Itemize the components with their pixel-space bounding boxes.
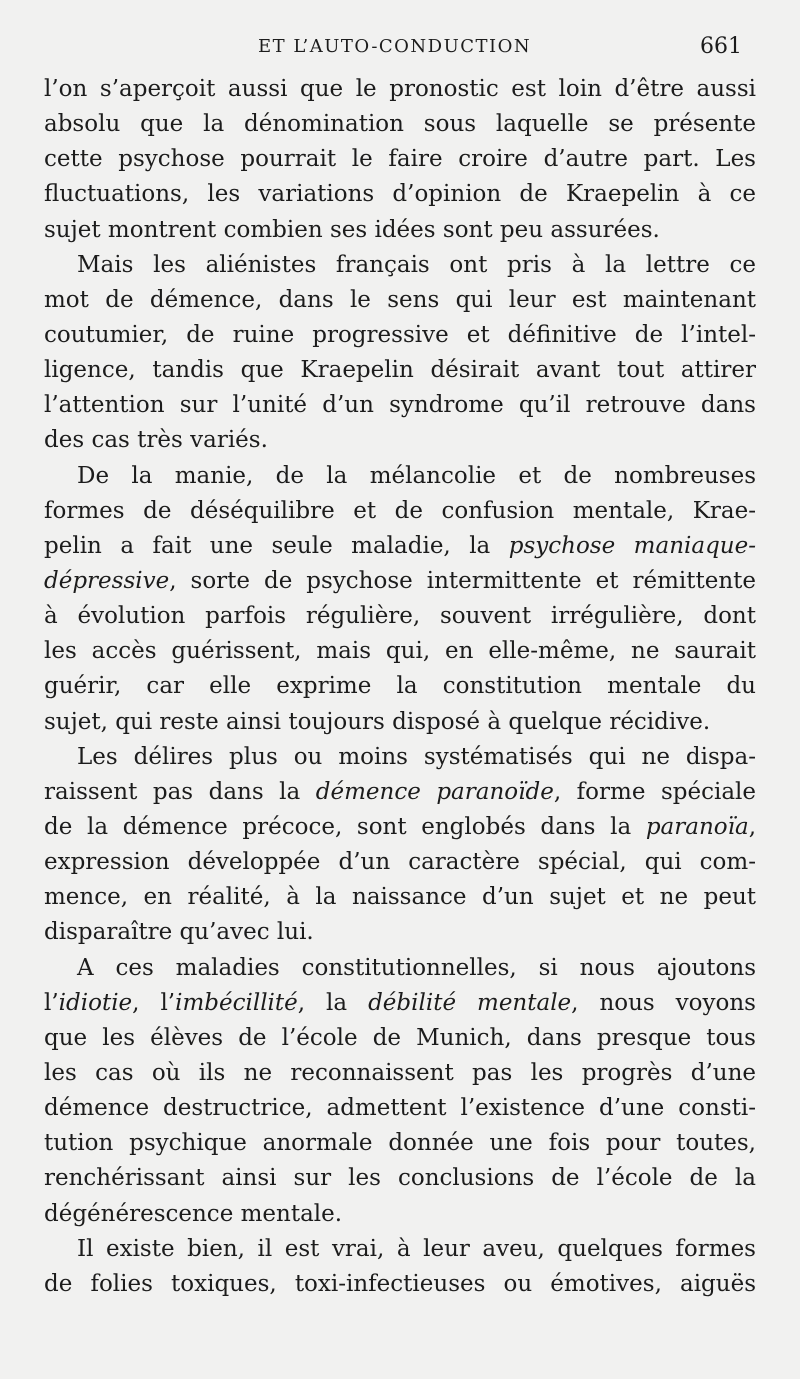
text-run: , sorte de psychose intermittente et rémittente [169, 567, 756, 594]
italic-term: imbécillité [175, 989, 298, 1016]
text-run: A ces maladies constitutionnelles, si nous ajoutons [77, 954, 756, 981]
text-line [44, 1056, 756, 1091]
text-run: l’attention sur l’unité d’un syndrome qu’il retrouve dans [44, 392, 756, 419]
text-line [44, 529, 756, 564]
text-run: cette psychose pourrait le faire croire d’autre part. Les [44, 146, 756, 173]
body-text [44, 72, 756, 1302]
text-line [44, 423, 756, 458]
text-line [44, 845, 756, 880]
text-run: expression développée d’un caractère spécial, qui com- [44, 849, 756, 876]
text-run: guérir, car elle exprime la constitution mentale du [44, 673, 756, 700]
text-run: disparaître qu’avec lui. [44, 919, 314, 946]
text-run: Il existe bien, il est vrai, à leur aveu, quelques formes [77, 1235, 756, 1262]
text-run: absolu que la dénomination sous laquelle se présente [44, 111, 756, 138]
text-line [44, 634, 756, 669]
text-run: mot de démence, dans le sens qui leur est maintenant [44, 286, 756, 313]
text-line [44, 1267, 756, 1302]
running-head [0, 36, 800, 64]
text-run: à évolution parfois régulière, souvent irrégulière, dont [44, 603, 756, 630]
text-run: l’on s’aperçoit aussi que le pronostic est loin d’être aussi [44, 76, 756, 102]
text-line [44, 1126, 756, 1161]
text-run: renchérissant ainsi sur les conclusions de l’école de la [44, 1165, 756, 1192]
italic-term: démence paranoïde [315, 778, 554, 805]
text-run: de folies toxiques, toxi-infectieuses ou émotives, aiguës [44, 1270, 756, 1297]
text-run: De la manie, de la mélancolie et de nombreuses [77, 462, 756, 489]
text-run: coutumier, de ruine progressive et définitive de l’intel- [44, 321, 756, 348]
text-line [44, 810, 756, 845]
text-run: Mais les aliénistes français ont pris à la lettre ce [77, 251, 756, 278]
text-line [44, 213, 756, 248]
text-line [44, 915, 756, 950]
text-line [44, 388, 756, 423]
text-run: raissent pas dans la [44, 778, 316, 805]
text-run: , nous voyons [571, 989, 756, 1016]
italic-term: débilité mentale [368, 989, 572, 1016]
text-run: mence, en réalité, à la naissance d’un sujet et ne peut [44, 884, 756, 911]
text-run: l’ [44, 989, 59, 1016]
text-run: sujet, qui reste ainsi toujours disposé à quelque récidive. [44, 708, 711, 735]
text-line [44, 177, 756, 212]
text-run: fluctuations, les variations d’opinion de Kraepelin à ce [44, 181, 756, 208]
text-line [44, 951, 756, 986]
text-run: des cas très variés. [44, 427, 268, 454]
text-run: les cas où ils ne reconnaissent pas les progrès d’une [44, 1059, 756, 1086]
text-line [44, 599, 756, 634]
text-line [44, 740, 756, 775]
page-number: 661 [700, 34, 742, 59]
text-run: ligence, tandis que Kraepelin désirait avant tout attirer [44, 357, 756, 384]
italic-term: idiotie [58, 989, 133, 1016]
text-line [44, 353, 756, 388]
text-line [44, 986, 756, 1021]
text-line [44, 318, 756, 353]
text-run: dégénérescence mentale. [44, 1200, 343, 1227]
text-line [44, 1091, 756, 1126]
text-line [44, 1197, 756, 1232]
text-run: démence destructrice, admettent l’existence d’une consti- [44, 1095, 756, 1122]
text-line [44, 494, 756, 529]
text-line [44, 107, 756, 142]
text-line [44, 705, 756, 740]
italic-term: dépressive [44, 567, 170, 594]
text-run: que les élèves de l’école de Munich, dans presque tous [44, 1024, 756, 1051]
text-line [44, 1161, 756, 1196]
text-line [44, 775, 756, 810]
text-run: tution psychique anormale donnée une fois pour toutes, [44, 1130, 756, 1157]
text-run: , la [297, 989, 369, 1016]
text-run: Les délires plus ou moins systématisés qui ne dispa- [77, 743, 756, 770]
text-line [44, 564, 756, 599]
text-run: , l’ [132, 989, 176, 1016]
italic-term: psychose maniaque- [508, 532, 756, 559]
text-run: les accès guérissent, mais qui, en elle-même, ne saurait [44, 638, 756, 665]
text-line [44, 142, 756, 177]
text-line [44, 1232, 756, 1267]
italic-term: paranoïa [645, 813, 749, 840]
text-line [44, 72, 756, 107]
text-run: sujet montrent combien ses idées sont peu assurées. [44, 216, 660, 243]
text-run: , forme spéciale [553, 778, 756, 805]
text-line [44, 283, 756, 318]
text-line [44, 459, 756, 494]
text-line [44, 1021, 756, 1056]
text-line [44, 880, 756, 915]
text-line [44, 669, 756, 704]
running-title: ET L’AUTO-CONDUCTION [258, 36, 532, 57]
text-run: , [748, 813, 756, 840]
text-run: formes de déséquilibre et de confusion mentale, Krae- [44, 497, 756, 524]
text-run: pelin a fait une seule maladie, la [44, 532, 509, 559]
text-run: de la démence précoce, sont englobés dans la [44, 813, 646, 840]
text-line [44, 248, 756, 283]
